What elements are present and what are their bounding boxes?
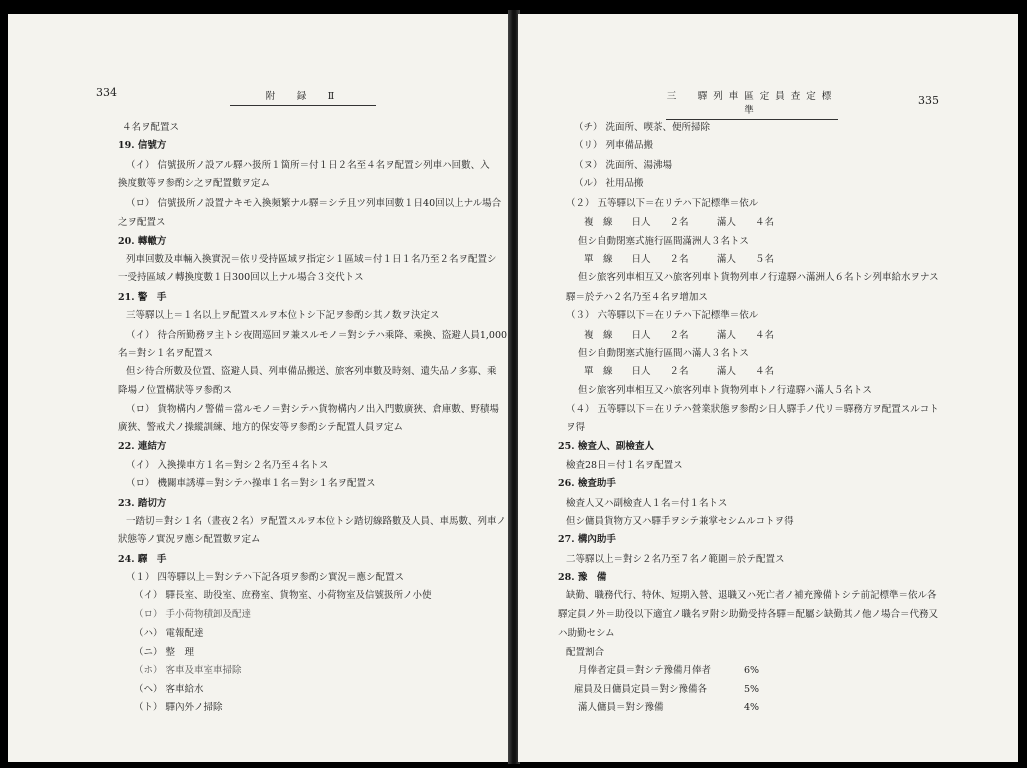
text-line: ４名ヲ配置ス [122, 122, 180, 133]
text-line: 一受持區域ノ轉換度數１日300回以上ナル場合３交代トス [118, 272, 364, 283]
ratio-value: 4% [744, 702, 760, 713]
text-line: 但シ自動閉塞式施行區間滿洲人３名トス [578, 236, 749, 247]
text-line: （ロ） 貨物構内ノ警備＝當ルモノ＝對シテハ貨物構内ノ出入門數廣狹、倉庫數、野積場 [126, 404, 499, 415]
text-line: （イ） 待合所勤務ヲ主トシ夜間巡回ヲ兼スルモノ＝對シテハ乘降、乘換、盜避人員1,000 [126, 330, 508, 341]
section-heading: 19. 信號方 [118, 140, 167, 151]
text-line: 名＝對シ１名ヲ配置ス [118, 348, 214, 359]
ratio-label: 月俸者定員＝對シテ豫備月俸者 [578, 665, 712, 676]
list-item: （ハ） 電報配達 [134, 628, 204, 639]
text-line: 廣狹、警戒犬ノ操縱訓練、地方的保安等ヲ参酌シテ配置人員ヲ定ム [118, 422, 404, 433]
staffing-row: 複 線 日人 ２名 滿人 ４名 [584, 217, 775, 228]
text-line: 缺勤、職務代行、特休、短期入營、退職又ハ死亡者ノ補充豫備トシテ前記標準＝依ル各 [566, 590, 937, 601]
text-line: 二等驛以上＝對シ２名乃至７名ノ範圍＝於テ配置ス [566, 554, 785, 565]
list-item: （ホ） 客車及車室車掃除 [134, 665, 242, 676]
text-line: 但シ旅客列車相互又ハ旅客列車ト貨物列車ノ行違驛ハ滿洲人６名トシ列車給水ヲナス [578, 272, 939, 283]
list-item: （ヌ） 洗面所、湯沸場 [574, 160, 673, 171]
text-line: 換度數等ヲ参酌シ之ヲ配置數ヲ定ム [118, 178, 271, 189]
ratio-label: 雇員及日傭員定員＝對シ豫備各 [574, 684, 708, 695]
list-item: （ニ） 整 理 [134, 647, 195, 658]
staffing-row: 單 線 日人 ２名 滿人 ４名 [584, 366, 775, 377]
section-heading: 25. 檢査人、副檢査人 [558, 441, 654, 452]
text-line: （３） 六等驛以下＝在リテハ下記標準＝依ル [566, 310, 759, 321]
text-line: （４） 五等驛以下＝在リテハ營業狀態ヲ参酌シ日人驛手ノ代リ＝驛務方ヲ配置スルコト [566, 404, 939, 415]
text-line: 狀態等ノ實況ヲ應シ配置數ヲ定ム [118, 534, 261, 545]
list-item: （ロ） 手小荷物積卸及配達 [134, 609, 252, 620]
ratio-label: 滿人傭員＝對シ豫備 [578, 702, 664, 713]
text-line: 但シ傭員貨物方又ハ驛手ヲシテ兼掌セシムルコトヲ得 [566, 516, 794, 527]
list-item: （チ） 洗面所、喫茶、便所掃除 [574, 122, 711, 133]
page-number: 335 [918, 94, 939, 107]
list-item: （ル） 社用品搬 [574, 178, 644, 189]
running-head: 附 録 Ⅱ [230, 88, 376, 106]
section-heading: 23. 踏切方 [118, 498, 167, 509]
text-line: （１） 四等驛以上＝對シテハ下記各項ヲ参酌シ實況＝應シ配置ス [126, 572, 404, 583]
running-head: 三 驛列車區定員查定標準 [666, 88, 838, 120]
ratio-value: 6% [744, 665, 760, 676]
text-line: 列車回數及車輛入換實況＝依リ受持區域ヲ指定シ１區域＝付１日１名乃至２名ヲ配置シ [126, 254, 497, 265]
text-line: 但シ旅客列車相互又ハ旅客列車ト貨物列車トノ行違驛ハ滿人５名トス [578, 385, 872, 396]
text-line: 但シ待合所數及位置、盜避人員、列車備品搬送、旅客列車數及時刻、遺失品ノ多寡、乘 [126, 366, 497, 377]
text-line: 驛定員ノ外＝助役以下適宜ノ職名ヲ附シ助勤受持各驛＝配屬シ缺勤其ノ他ノ場合＝代務又 [558, 609, 939, 620]
text-line: 檢査人又ハ副檢査人１名＝付１名トス [566, 498, 728, 509]
page-number: 334 [96, 86, 117, 99]
text-line: （イ） 信號扱所ノ設アル驛ハ扱所１箇所＝付１日２名至４名ヲ配置シ列車ハ回數、入 [126, 160, 490, 171]
text-line: 之ヲ配置ス [118, 217, 166, 228]
text-line: 驛＝於テハ２名乃至４名ヲ增加ス [566, 292, 708, 303]
text-line: （ロ） 機關車誘導＝對シテハ操車１名＝對シ１名ヲ配置ス [126, 478, 376, 489]
section-heading: 27. 構內助手 [558, 534, 616, 545]
text-line: ハ助勤セシム [558, 628, 615, 639]
text-line: 降場ノ位置構狀等ヲ参酌ス [118, 385, 233, 396]
list-item: （ヘ） 客車給水 [134, 684, 204, 695]
section-heading: 21. 警 手 [118, 292, 167, 303]
section-heading: 26. 檢査助手 [558, 478, 616, 489]
text-line: 配置割合 [566, 647, 605, 658]
section-heading: 20. 轉轍方 [118, 236, 167, 247]
left-page [8, 14, 510, 762]
text-line: （ロ） 信號扱所ノ設置ナキモ入換頻繁ナル驛＝シテ且ツ列車回數１日40回以上ナル場合 [126, 198, 502, 209]
text-line: （２） 五等驛以下＝在リテハ下記標準＝依ル [566, 198, 759, 209]
list-item: （ト） 驛內外ノ掃除 [134, 702, 223, 713]
text-line: 三等驛以上＝１名以上ヲ配置スルヲ本位トシ下記ヲ参酌シ其ノ数ヲ決定ス [126, 310, 440, 321]
text-line: （イ） 入換操車方１名＝對シ２名乃至４名トス [126, 460, 329, 471]
list-item: （イ） 驛長室、助役室、庶務室、貨物室、小荷物室及信號扱所ノ小使 [134, 590, 432, 601]
section-heading: 24. 驛 手 [118, 554, 167, 565]
section-heading: 28. 豫 備 [558, 572, 607, 583]
text-line: 一踏切＝對シ１名（晝夜２名）ヲ配置スルヲ本位トシ踏切線路數及人員、車馬數、列車ノ [126, 516, 507, 527]
text-line: 檢査28日＝付１名ヲ配置ス [566, 460, 683, 471]
ratio-value: 5% [744, 684, 760, 695]
staffing-row: 複 線 日人 ２名 滿人 ４名 [584, 330, 775, 341]
right-page [518, 14, 1018, 762]
staffing-row: 單 線 日人 ２名 滿人 ５名 [584, 254, 775, 265]
text-line: 但シ自動閉塞式施行區間ハ滿人３名トス [578, 348, 749, 359]
text-line: ヲ得 [566, 422, 586, 433]
list-item: （リ） 列車備品搬 [574, 140, 654, 151]
section-heading: 22. 連結方 [118, 441, 167, 452]
